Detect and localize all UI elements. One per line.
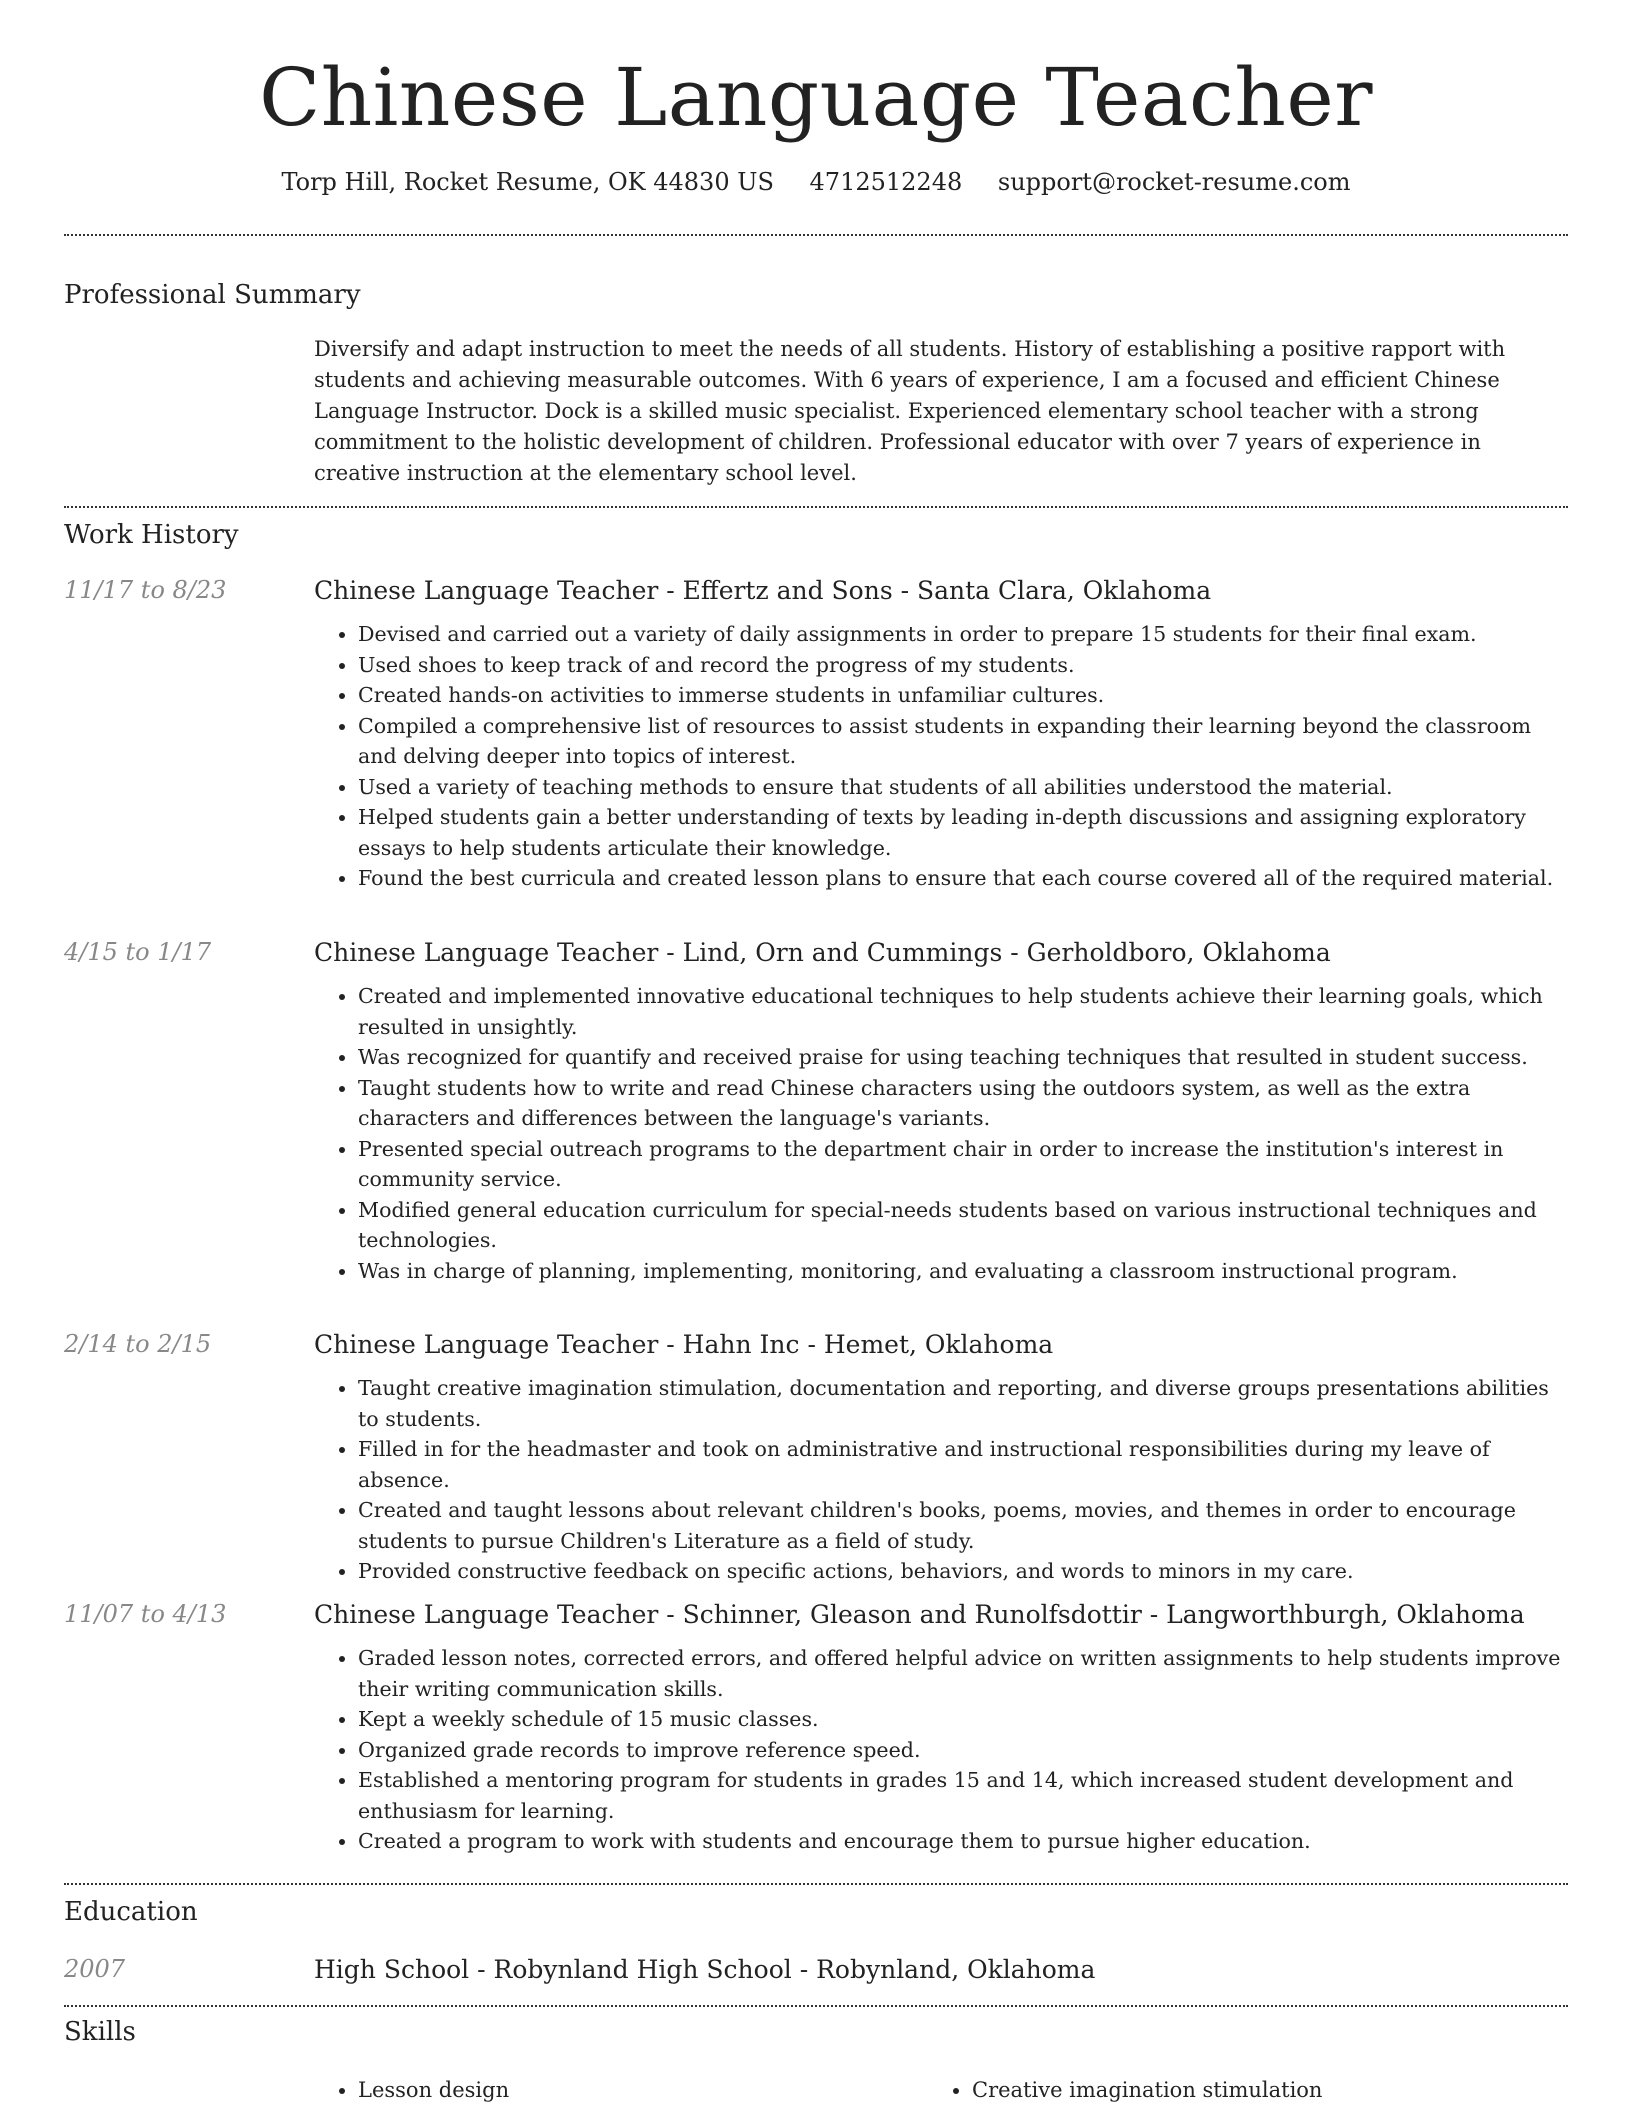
- list-item: • Used shoes to keep track of and record the progress of my students.: [358, 650, 1568, 681]
- job-dates: 4/15 to 1/17: [64, 938, 212, 966]
- resume-name: Chinese Language Teacher: [259, 51, 1373, 144]
- contact-line: [64, 168, 1568, 196]
- list-item: • Creative imagination stimulation: [972, 2075, 1542, 2105]
- list-item: • Created and implemented innovative educational techniques to help students achieve their learning goals, which resulted in unsightly.: [358, 981, 1568, 1042]
- skills-list-left: [314, 2075, 928, 2105]
- list-item: • Provided constructive feedback on specific actions, behaviors, and words to minors in my care.: [358, 1556, 1568, 1587]
- list-item: • Created hands-on activities to immerse students in unfamiliar cultures.: [358, 680, 1568, 711]
- job-dates: 2/14 to 2/15: [64, 1330, 212, 1358]
- list-item: • Compiled a comprehensive list of resources to assist students in expanding their learning beyond the classroom and delving deeper into topics of interest.: [358, 711, 1568, 772]
- work-heading: Work History: [64, 520, 239, 550]
- job-dates: 11/07 to 4/13: [64, 1600, 227, 1628]
- contact-email: support@rocket-resume.com: [997, 168, 1351, 196]
- list-item: • Taught students how to write and read Chinese characters using the outdoors system, as well as the extra characters and differences between the language's variants.: [358, 1073, 1568, 1134]
- job-bullets: [64, 981, 1568, 1286]
- education-section: [64, 1885, 1568, 2005]
- education-title: High School - Robynland High School - Robynland, Oklahoma: [314, 1955, 1096, 1984]
- list-item: • Organized grade records to improve reference speed.: [358, 1735, 1568, 1766]
- job-bullets: [64, 1643, 1568, 1857]
- education-year: 2007: [64, 1955, 126, 1983]
- job-entry: [64, 576, 1568, 894]
- list-item: • Filled in for the headmaster and took on administrative and instructional responsibilities during my leave of absence.: [358, 1434, 1568, 1495]
- list-item: • Devised and carried out a variety of daily assignments in order to prepare 15 students for their final exam.: [358, 619, 1568, 650]
- work-section: [64, 508, 1568, 1883]
- list-item: • Lesson design: [358, 2075, 928, 2105]
- job-title: Chinese Language Teacher - Effertz and Sons - Santa Clara, Oklahoma: [314, 576, 1212, 605]
- job-entry: [64, 1330, 1568, 1587]
- job-dates: 11/17 to 8/23: [64, 576, 227, 604]
- job-bullets: [64, 1373, 1568, 1587]
- resume-page: [64, 0, 1568, 2107]
- skills-section: [64, 2007, 1568, 2107]
- job-title: Chinese Language Teacher - Schinner, Gleason and Runolfsdottir - Langworthburgh, Oklahoma: [314, 1600, 1525, 1629]
- list-item: • Found the best curricula and created lesson plans to ensure that each course covered all of the required material.: [358, 863, 1568, 894]
- list-item: • Helped students gain a better understanding of texts by leading in-depth discussions and assigning exploratory essays to help students articulate their knowledge.: [358, 802, 1568, 863]
- education-heading: Education: [64, 1897, 198, 1927]
- list-item: • Taught creative imagination stimulation, documentation and reporting, and diverse groups presentations abilities to students.: [358, 1373, 1568, 1434]
- summary-heading: Professional Summary: [64, 280, 361, 310]
- contact-address: Torp Hill, Rocket Resume, OK 44830 US: [281, 168, 774, 196]
- job-title: Chinese Language Teacher - Lind, Orn and Cummings - Gerholdboro, Oklahoma: [314, 938, 1331, 967]
- list-item: • Graded lesson notes, corrected errors, and offered helpful advice on written assignments to help students improve their writing communication skills.: [358, 1643, 1568, 1704]
- job-title: Chinese Language Teacher - Hahn Inc - Hemet, Oklahoma: [314, 1330, 1054, 1359]
- skills-columns: [314, 2075, 1542, 2105]
- skills-list-right: [928, 2075, 1542, 2105]
- list-item: • Established a mentoring program for students in grades 15 and 14, which increased student development and enthusiasm for learning.: [358, 1765, 1568, 1826]
- list-item: • Modified general education curriculum for special-needs students based on various instructional techniques and technologies.: [358, 1195, 1568, 1256]
- list-item: • Used a variety of teaching methods to ensure that students of all abilities understood the material.: [358, 772, 1568, 803]
- contact-phone: 4712512248: [809, 168, 963, 196]
- job-bullets: [64, 619, 1568, 894]
- list-item: • Presented special outreach programs to the department chair in order to increase the institution's interest in community service.: [358, 1134, 1568, 1195]
- list-item: • Was recognized for quantify and received praise for using teaching techniques that resulted in student success.: [358, 1042, 1568, 1073]
- skills-heading: Skills: [64, 2017, 136, 2047]
- list-item: • Kept a weekly schedule of 15 music classes.: [358, 1704, 1568, 1735]
- job-entry: [64, 1600, 1568, 1857]
- job-entry: [64, 938, 1568, 1286]
- summary-text: Diversify and adapt instruction to meet the needs of all students. History of establishing a positive rapport with students and achieving measurable outcomes. With 6 years of experience, I am a focused and efficient Chinese Language Instructor. Dock is a skilled music specialist. Experienced elementary school teacher with a strong commitment to the holistic development of children. Professional educator with over 7 years of experience in creative instruction at the elementary school level.: [314, 337, 1506, 485]
- list-item: • Created and taught lessons about relevant children's books, poems, movies, and themes in order to encourage students to pursue Children's Literature as a field of study.: [358, 1495, 1568, 1556]
- summary-section: [64, 236, 1568, 506]
- list-item: • Was in charge of planning, implementing, monitoring, and evaluating a classroom instructional program.: [358, 1256, 1568, 1287]
- list-item: • Created a program to work with students and encourage them to pursue higher education.: [358, 1826, 1568, 1857]
